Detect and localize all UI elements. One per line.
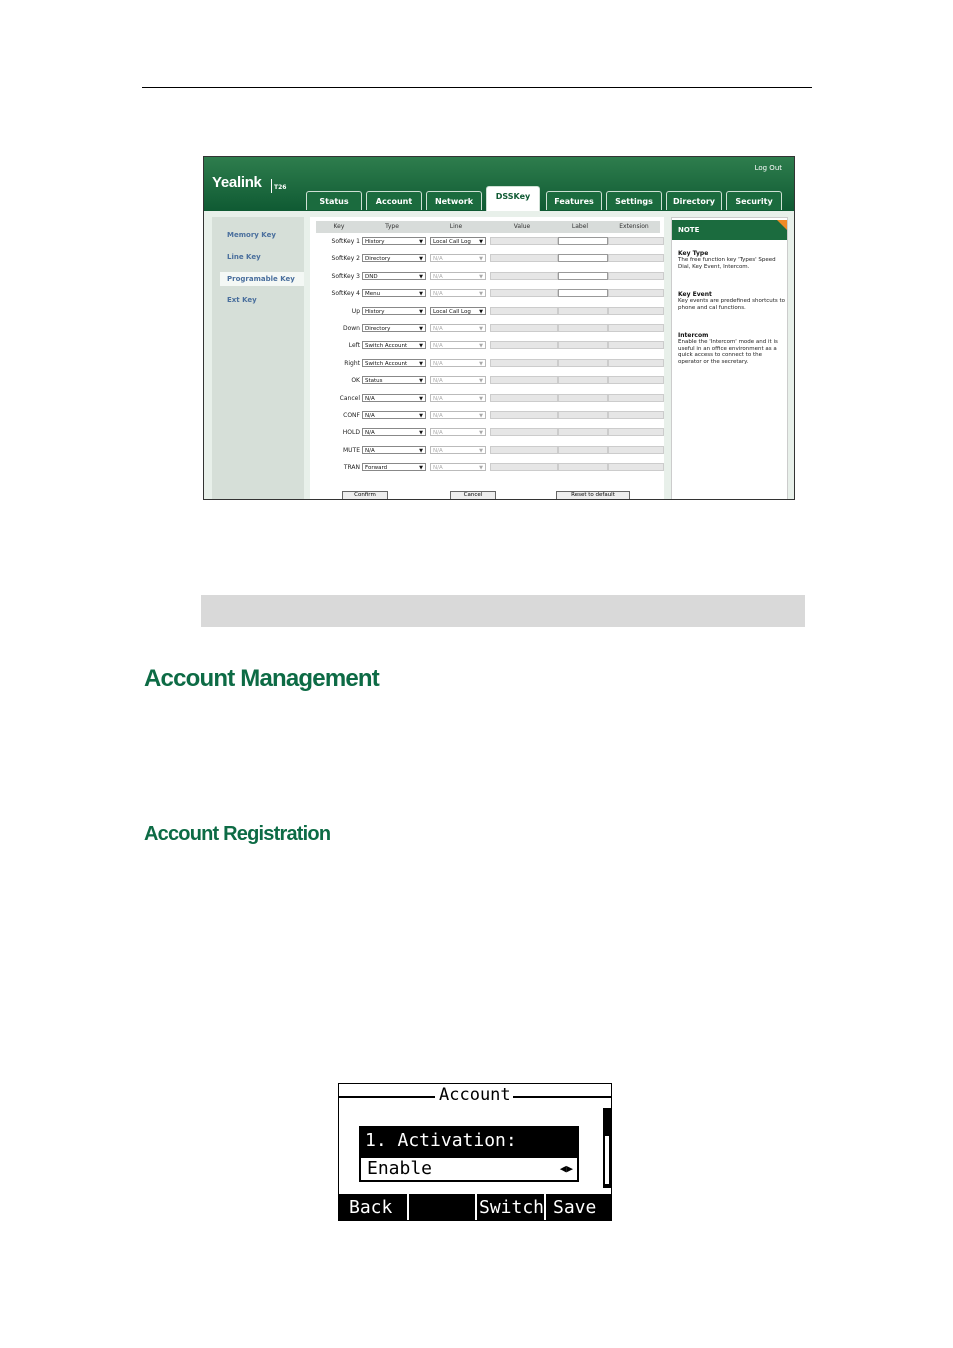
line-select-value: N/A xyxy=(433,430,443,437)
label-field[interactable] xyxy=(558,237,608,245)
extension-field[interactable] xyxy=(608,272,664,280)
type-select-value: Directory xyxy=(365,326,391,332)
softkey-divider xyxy=(544,1194,546,1221)
line-select-value: N/A xyxy=(433,326,443,332)
note-key-type-title: Key Type xyxy=(678,250,709,257)
label-field[interactable] xyxy=(558,307,608,315)
value-field[interactable] xyxy=(490,289,558,297)
extension-field[interactable] xyxy=(608,307,664,315)
extension-field[interactable] xyxy=(608,446,664,454)
line-select-value: N/A xyxy=(433,447,443,454)
lcd-option-value: Enable xyxy=(367,1158,433,1179)
line-select-value: N/A xyxy=(433,273,443,280)
column-header-extension: Extension xyxy=(619,223,649,230)
column-header-label: Label xyxy=(571,223,589,230)
line-select[interactable] xyxy=(430,254,486,262)
reset-to-default-button[interactable]: Reset to default xyxy=(556,491,630,500)
dropdown-arrow-icon: ▼ xyxy=(479,308,483,315)
sidebar-item-programable-key[interactable]: Programable Key xyxy=(220,272,304,286)
dropdown-arrow-icon: ▼ xyxy=(479,239,483,245)
extension-field[interactable] xyxy=(608,359,664,367)
tab-features[interactable]: Features xyxy=(546,191,602,210)
type-select[interactable] xyxy=(362,428,426,436)
line-select-value: Local Call Log xyxy=(433,308,471,315)
row-key-label: CONF xyxy=(343,412,360,419)
line-select-value: Local Call Log xyxy=(433,239,471,245)
softkey-divider xyxy=(475,1194,477,1221)
header-rule xyxy=(142,87,812,88)
dropdown-arrow-icon: ▼ xyxy=(419,308,423,315)
dropdown-arrow-icon: ▼ xyxy=(419,326,423,332)
value-field[interactable] xyxy=(490,324,558,332)
line-select[interactable] xyxy=(430,463,486,471)
dropdown-arrow-icon: ▼ xyxy=(479,430,483,437)
note-key-event-title: Key Event xyxy=(678,291,712,298)
tab-directory[interactable]: Directory xyxy=(666,191,722,210)
type-select-value: Directory xyxy=(365,256,391,263)
value-field[interactable] xyxy=(490,307,558,315)
line-select[interactable] xyxy=(430,394,486,402)
row-key-label: Down xyxy=(342,325,360,332)
dropdown-arrow-icon: ▼ xyxy=(419,413,423,419)
dropdown-arrow-icon: ▼ xyxy=(479,326,483,332)
heading-account-registration: Account Registration xyxy=(144,823,331,845)
value-field[interactable] xyxy=(490,254,558,262)
type-select-value: N/A xyxy=(365,395,375,402)
line-select[interactable] xyxy=(430,272,486,280)
type-select[interactable] xyxy=(362,411,426,419)
sidebar-item-ext-key[interactable]: Ext Key xyxy=(227,296,257,304)
note-intercom-desc: Enable the 'Intercom' mode and it is useful in an office environment as a quick access to connect to the operator or the secretary. xyxy=(678,339,778,365)
type-select[interactable] xyxy=(362,289,426,297)
line-select[interactable] xyxy=(430,446,486,454)
type-select-value: Switch Account xyxy=(365,360,408,367)
row-key-label: SoftKey 4 xyxy=(331,290,360,298)
type-select-value: DND xyxy=(365,273,378,280)
row-key-label: SoftKey 3 xyxy=(331,272,360,280)
type-select[interactable] xyxy=(362,237,426,245)
dropdown-arrow-icon: ▼ xyxy=(479,291,483,298)
dropdown-arrow-icon: ▼ xyxy=(419,378,423,385)
dropdown-arrow-icon: ▼ xyxy=(419,239,423,245)
type-select[interactable] xyxy=(362,463,426,471)
type-select-value: N/A xyxy=(365,447,375,454)
row-key-label: Left xyxy=(348,342,360,350)
type-select-value: Forward xyxy=(365,465,388,472)
label-field[interactable] xyxy=(558,428,608,436)
row-key-label: MUTE xyxy=(342,446,360,454)
value-field[interactable] xyxy=(490,463,558,471)
dropdown-arrow-icon: ▼ xyxy=(479,378,483,385)
extension-field[interactable] xyxy=(608,376,664,384)
web-body xyxy=(204,211,794,499)
extension-field[interactable] xyxy=(608,463,664,471)
dropdown-arrow-icon: ▼ xyxy=(479,465,483,472)
value-field[interactable] xyxy=(490,411,558,419)
label-field[interactable] xyxy=(558,446,608,454)
model-label: T26 xyxy=(274,184,287,191)
gray-note-bar xyxy=(201,595,805,627)
line-select-value: N/A xyxy=(433,360,443,367)
title-line-left xyxy=(339,1096,435,1098)
extension-field[interactable] xyxy=(608,394,664,402)
sidebar-item-line-key[interactable]: Line Key xyxy=(227,253,261,261)
type-select-value: Switch Account xyxy=(365,343,408,350)
type-select-value: History xyxy=(365,239,385,245)
softkey-save[interactable]: Save xyxy=(553,1197,597,1218)
type-select[interactable] xyxy=(362,376,426,384)
dropdown-arrow-icon: ▼ xyxy=(419,343,423,350)
dropdown-arrow-icon: ▼ xyxy=(479,360,483,367)
type-select-value: History xyxy=(365,308,385,315)
dropdown-arrow-icon: ▼ xyxy=(479,447,483,454)
line-select[interactable] xyxy=(430,307,486,315)
dropdown-arrow-icon: ▼ xyxy=(419,360,423,367)
line-select-value: N/A xyxy=(433,343,443,350)
line-select[interactable] xyxy=(430,411,486,419)
line-select-value: N/A xyxy=(433,378,443,385)
extension-field[interactable] xyxy=(608,411,664,419)
type-select-value: Status xyxy=(365,378,383,385)
type-select[interactable] xyxy=(362,359,426,367)
web-ui-screenshot xyxy=(203,156,795,500)
dropdown-arrow-icon: ▼ xyxy=(419,395,423,402)
line-select-value: N/A xyxy=(433,395,443,402)
extension-field[interactable] xyxy=(608,254,664,262)
label-field[interactable] xyxy=(558,324,608,332)
row-key-label: Right xyxy=(344,359,360,367)
key-table xyxy=(310,217,664,500)
softkey-switch[interactable]: Switch xyxy=(479,1197,545,1218)
sidebar-item-memory-key[interactable]: Memory Key xyxy=(227,231,276,239)
tab-status[interactable]: Status xyxy=(306,191,362,210)
line-select-value: N/A xyxy=(433,291,443,298)
dropdown-arrow-icon: ▼ xyxy=(419,273,423,280)
column-header-line: Line xyxy=(449,223,463,230)
value-field[interactable] xyxy=(490,428,558,436)
label-field[interactable] xyxy=(558,394,608,402)
tab-dsskey[interactable]: DSSKey xyxy=(486,186,540,211)
note-corner-mark xyxy=(777,220,787,230)
type-select[interactable] xyxy=(362,394,426,402)
logout-link[interactable]: Log Out xyxy=(754,164,782,172)
extension-field[interactable] xyxy=(608,237,664,245)
value-field[interactable] xyxy=(490,376,558,384)
lcd-option-field[interactable] xyxy=(359,1156,579,1182)
type-select[interactable] xyxy=(362,272,426,280)
value-field[interactable] xyxy=(490,446,558,454)
label-field[interactable] xyxy=(558,376,608,384)
label-field[interactable] xyxy=(558,254,608,262)
left-right-arrows-icon: ◀▶ xyxy=(559,1162,573,1175)
note-key-event-desc: Key events are predefined shortcuts to phone and cal functions. xyxy=(678,298,786,311)
line-select[interactable] xyxy=(430,359,486,367)
lcd-title: Account xyxy=(439,1085,511,1105)
column-header-key: Key xyxy=(333,223,345,230)
extension-field[interactable] xyxy=(608,324,664,332)
dropdown-arrow-icon: ▼ xyxy=(479,273,483,280)
label-field[interactable] xyxy=(558,359,608,367)
dropdown-arrow-icon: ▼ xyxy=(419,256,423,263)
note-panel xyxy=(671,217,788,500)
line-select-value: N/A xyxy=(433,465,443,472)
value-field[interactable] xyxy=(490,272,558,280)
column-header-value: Value xyxy=(513,223,531,230)
tab-security[interactable]: Security xyxy=(726,191,782,210)
type-select[interactable] xyxy=(362,341,426,349)
line-select[interactable] xyxy=(430,428,486,436)
dropdown-arrow-icon: ▼ xyxy=(419,430,423,437)
type-select[interactable] xyxy=(362,254,426,262)
dropdown-arrow-icon: ▼ xyxy=(479,343,483,350)
value-field[interactable] xyxy=(490,359,558,367)
tab-network[interactable]: Network xyxy=(426,191,482,210)
dropdown-arrow-icon: ▼ xyxy=(419,447,423,454)
line-select-value: N/A xyxy=(433,256,443,263)
row-key-label: Cancel xyxy=(339,394,360,402)
logo-separator xyxy=(271,179,272,193)
sidebar xyxy=(212,217,304,500)
type-select-value: N/A xyxy=(365,413,375,419)
dropdown-arrow-icon: ▼ xyxy=(479,395,483,402)
line-select[interactable] xyxy=(430,341,486,349)
row-key-label: SoftKey 1 xyxy=(331,238,360,245)
line-select[interactable] xyxy=(430,324,486,332)
row-key-label: TRAN xyxy=(343,464,360,472)
line-select[interactable] xyxy=(430,376,486,384)
softkey-back[interactable]: Back xyxy=(349,1197,393,1218)
dropdown-arrow-icon: ▼ xyxy=(479,256,483,263)
dropdown-arrow-icon: ▼ xyxy=(419,291,423,298)
line-select[interactable] xyxy=(430,237,486,245)
type-select[interactable] xyxy=(362,324,426,332)
cancel-button[interactable]: Cancel xyxy=(450,491,496,500)
yealink-logo: Yealink xyxy=(212,174,262,191)
extension-field[interactable] xyxy=(608,341,664,349)
label-field[interactable] xyxy=(558,341,608,349)
lcd-selected-item[interactable]: 1. Activation: xyxy=(359,1126,579,1156)
label-field[interactable] xyxy=(558,289,608,297)
type-select-value: Menu xyxy=(365,291,381,298)
title-line-right xyxy=(513,1096,612,1098)
type-select[interactable] xyxy=(362,307,426,315)
label-field[interactable] xyxy=(558,411,608,419)
phone-lcd-screen xyxy=(338,1083,612,1221)
dropdown-arrow-icon: ▼ xyxy=(419,465,423,472)
web-header xyxy=(204,157,794,211)
line-select-value: N/A xyxy=(433,413,443,419)
confirm-button[interactable]: Confirm xyxy=(342,491,388,500)
value-field[interactable] xyxy=(490,341,558,349)
row-key-label: OK xyxy=(351,377,360,385)
note-title: NOTE xyxy=(672,220,787,240)
type-select-value: N/A xyxy=(365,430,375,437)
lcd-scrollbar-thumb xyxy=(605,1136,609,1184)
label-field[interactable] xyxy=(558,463,608,471)
note-intercom-title: Intercom xyxy=(678,332,709,339)
extension-field[interactable] xyxy=(608,428,664,436)
row-key-label: HOLD xyxy=(342,429,360,437)
value-field[interactable] xyxy=(490,237,558,245)
value-field[interactable] xyxy=(490,394,558,402)
row-key-label: Up xyxy=(351,307,360,315)
tab-account[interactable]: Account xyxy=(366,191,422,210)
note-key-type-desc: The free function key 'Types' Speed Dial, Key Event, Intercom. xyxy=(678,257,776,270)
type-select[interactable] xyxy=(362,446,426,454)
heading-account-management: Account Management xyxy=(144,665,379,692)
extension-field[interactable] xyxy=(608,289,664,297)
softkey-divider xyxy=(407,1194,409,1221)
tab-settings[interactable]: Settings xyxy=(606,191,662,210)
label-field[interactable] xyxy=(558,272,608,280)
row-key-label: SoftKey 2 xyxy=(331,255,360,263)
column-header-type: Type xyxy=(385,223,399,230)
line-select[interactable] xyxy=(430,289,486,297)
dropdown-arrow-icon: ▼ xyxy=(479,413,483,419)
